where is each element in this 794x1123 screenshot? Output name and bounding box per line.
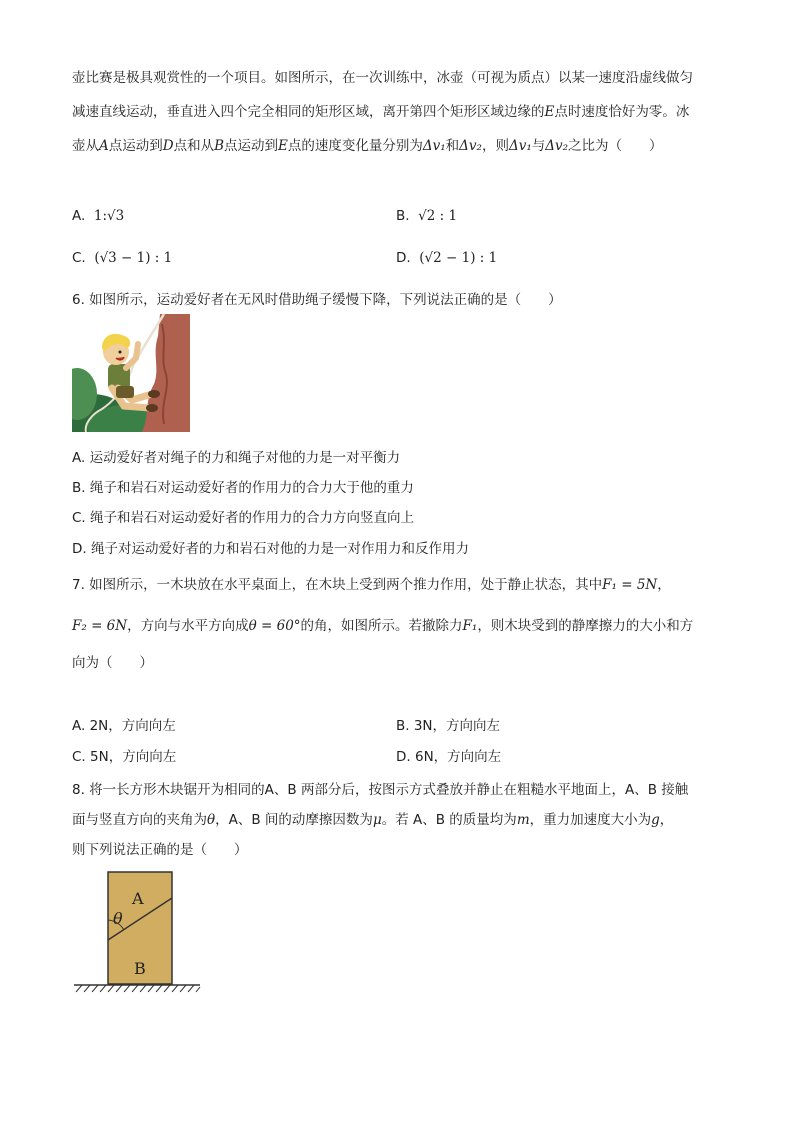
q7-line-2: F₂ = 6N，方向与水平方向成θ = 60°的角，如图所示。若撤除力F₁，则木块受到的静摩擦力的大小和方 <box>72 618 694 634</box>
q7-option-c[interactable]: C. 5N，方向向左 <box>72 749 177 765</box>
label-a: A <box>132 889 144 908</box>
block-diagram <box>72 868 204 1000</box>
q8-line-2: 面与竖直方向的夹角为θ，A、B 间的动摩擦因数为μ。若 A、B 的质量均为m，重力加速度大小为g， <box>72 812 674 828</box>
q7-line-3: 向为（ ） <box>72 655 153 671</box>
point-e: E <box>544 104 555 120</box>
q5-option-c[interactable]: C. (√3 − 1) : 1 <box>72 250 173 266</box>
q8-line-1: 8. 将一长方形木块锯开为相同的A、B 两部分后，按图示方式叠放并静止在粗糙水平地面上，A、B 接触 <box>72 782 689 798</box>
q8-line-3: 则下列说法正确的是（ ） <box>72 842 248 858</box>
q6-option-c[interactable]: C. 绳子和岩石对运动爱好者的作用力的合力方向竖直向上 <box>72 510 415 526</box>
q7-line-1: 7. 如图所示，一木块放在水平桌面上，在木块上受到两个推力作用，处于静止状态，其中F₁ = 5N， <box>72 577 671 593</box>
q7-option-a[interactable]: A. 2N，方向向左 <box>72 718 176 734</box>
q5-option-d[interactable]: D. (√2 − 1) : 1 <box>396 250 498 266</box>
label-b: B <box>134 959 146 978</box>
f2-equation: F₂ = 6N <box>72 618 128 634</box>
q6-stem: 6. 如图所示，运动爱好者在无风时借助绳子缓慢下降，下列说法正确的是（ ） <box>72 292 562 308</box>
q6-option-a[interactable]: A. 运动爱好者对绳子的力和绳子对他的力是一对平衡力 <box>72 450 401 466</box>
theta-equation: θ = 60° <box>248 618 301 634</box>
q5-option-a[interactable]: A. 1:√3 <box>72 208 125 224</box>
q5-option-b[interactable]: B. √2 : 1 <box>396 208 458 224</box>
q5-line-3: 壶从A点运动到D点和从B点运动到E点的速度变化量分别为Δv₁和Δv₂，则Δv₁与Δv₂之比为（ ） <box>72 138 663 154</box>
q6-option-b[interactable]: B. 绳子和岩石对运动爱好者的作用力的合力大于他的重力 <box>72 480 414 496</box>
q6-option-d[interactable]: D. 绳子对运动爱好者的力和岩石对他的力是一对作用力和反作用力 <box>72 541 469 557</box>
delta-v2: Δv₂ <box>459 138 482 154</box>
q5-line-1: 壶比赛是极具观赏性的一个项目。如图所示，在一次训练中，冰壶（可视为质点）以某一速度沿虚线做匀 <box>72 70 693 86</box>
climber-illustration <box>72 314 190 432</box>
q5-line-2: 减速直线运动，垂直进入四个完全相同的矩形区域，离开第四个矩形区域边缘的E点时速度恰好为零。冰 <box>72 104 690 120</box>
q7-option-b[interactable]: B. 3N，方向向左 <box>396 718 501 734</box>
label-theta: θ <box>113 909 123 928</box>
delta-v1: Δv₁ <box>422 138 446 154</box>
q7-option-d[interactable]: D. 6N，方向向左 <box>396 749 502 765</box>
f1-equation: F₁ = 5N <box>602 577 658 593</box>
